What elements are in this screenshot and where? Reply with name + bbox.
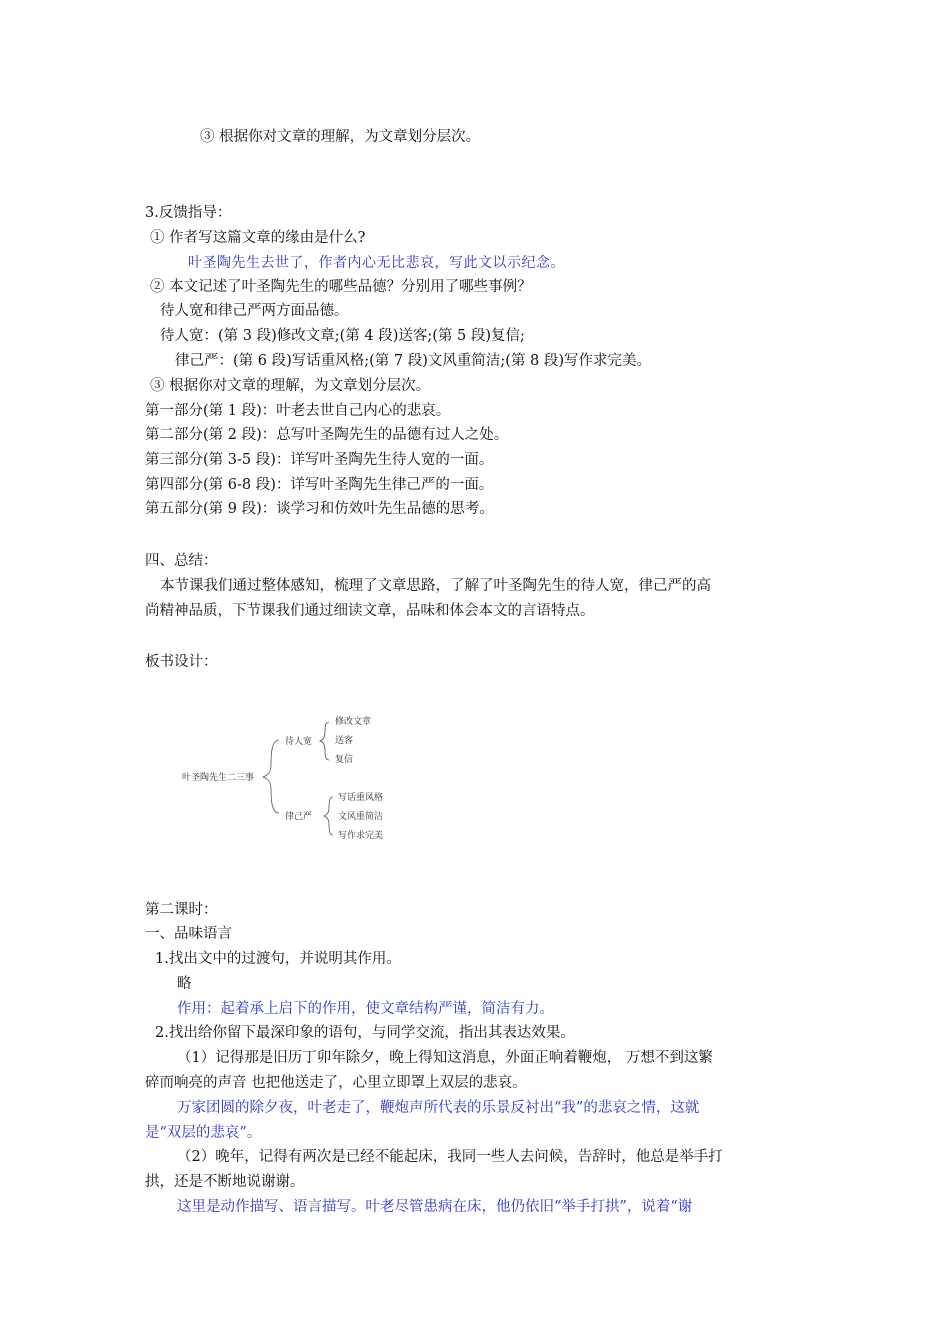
brace-2: [324, 797, 333, 835]
feedback-heading: 3.反馈指导：: [145, 205, 232, 221]
example-1-answer-line-2: 是“双层的悲哀”。: [145, 1125, 262, 1141]
question-3: ③ 根据你对文章的理解，为文章划分层次。: [150, 378, 431, 394]
section-1-heading: 一、品味语言: [145, 926, 232, 942]
question-1: ① 作者写这篇文章的缘由是什么?: [150, 230, 366, 246]
branch-1-item-1: 修改文章: [335, 717, 372, 727]
answer-1: 叶圣陶先生去世了，作者内心无比悲哀，写此文以示纪念。: [188, 255, 565, 271]
example-1-line-2: 碎而响亮的声音 也把他送走了，心里立即罩上双层的悲哀。: [145, 1075, 527, 1091]
example-1-answer-line-1: 万家团圆的除夕夜，叶老走了，鞭炮声所代表的乐景反衬出“我”的悲哀之情，这就: [177, 1100, 700, 1116]
diagram-root: 叶圣陶先生二三事: [182, 773, 255, 783]
branch-2-item-1: 写话重风格: [338, 793, 384, 803]
answer-2-line-1: 待人宽和律己严两方面品德。: [160, 303, 349, 319]
branch-1-item-2: 送客: [335, 736, 354, 746]
summary-line-1: 本节课我们通过整体感知，梳理了文章思路，了解了叶圣陶先生的待人宽，律己严的高: [160, 578, 711, 594]
example-2-line-1: （2）晚年，记得有两次是已经不能起床，我同一些人去问候，告辞时，他总是举手打: [177, 1149, 723, 1165]
part-3: 第三部分(第 3-5 段)：详写叶圣陶先生待人宽的一面。: [145, 452, 494, 468]
part-5: 第五部分(第 9 段)：谈学习和仿效叶先生品德的思考。: [145, 501, 494, 517]
task-2: 2.找出给你留下最深印象的语句，与同学交流，指出其表达效果。: [155, 1025, 575, 1041]
example-2-answer-line-1: 这里是动作描写、语言描写。叶老尽管患病在床，他仍依旧“举手打拱”，说着“谢: [177, 1199, 693, 1215]
branch-1-item-3: 复信: [335, 755, 354, 765]
brace-1: [320, 722, 329, 760]
part-1: 第一部分(第 1 段)：叶老去世自己内心的悲哀。: [145, 403, 451, 419]
summary-line-2: 尚精神品质，下节课我们通过细读文章，品味和体会本文的言语特点。: [145, 603, 595, 619]
summary-heading: 四、总结：: [145, 553, 218, 569]
board-heading: 板书设计：: [145, 654, 218, 670]
diagram-branch-1: 待人宽: [285, 737, 313, 747]
question-2: ② 本文记述了叶圣陶先生的哪些品德？分别用了哪些事例？: [150, 279, 532, 295]
diagram-branch-2: 律己严: [285, 812, 313, 822]
task-1-effect: 作用：起着承上启下的作用，使文章结构严谨，简洁有力。: [177, 1001, 554, 1017]
task-1-answer: 略: [177, 976, 192, 992]
step3-top: ③ 根据你对文章的理解，为文章划分层次。: [200, 129, 481, 145]
part-4: 第四部分(第 6-8 段)：详写叶圣陶先生律己严的一面。: [145, 477, 494, 493]
part-2: 第二部分(第 2 段)：总写叶圣陶先生的品德有过人之处。: [145, 427, 509, 443]
lesson2-heading: 第二课时：: [145, 902, 218, 918]
example-1-line-1: （1）记得那是旧历丁卯年除夕，晚上得知这消息，外面正响着鞭炮， 万想不到这繁: [177, 1050, 713, 1066]
branch-2-item-3: 写作求完美: [338, 831, 384, 841]
task-1: 1.找出文中的过渡句，并说明其作用。: [155, 951, 401, 967]
answer-2-line-3: 律己严：(第 6 段)写话重风格;(第 7 段)文风重简洁;(第 8 段)写作求完美。: [175, 353, 652, 369]
answer-2-line-2: 待人宽：(第 3 段)修改文章;(第 4 段)送客;(第 5 段)复信;: [160, 328, 525, 344]
branch-2-item-2: 文风重简洁: [338, 812, 384, 822]
main-brace: [263, 740, 279, 813]
example-2-line-2: 拱，还是不断地说谢谢。: [145, 1174, 305, 1190]
board-diagram: [175, 705, 415, 855]
